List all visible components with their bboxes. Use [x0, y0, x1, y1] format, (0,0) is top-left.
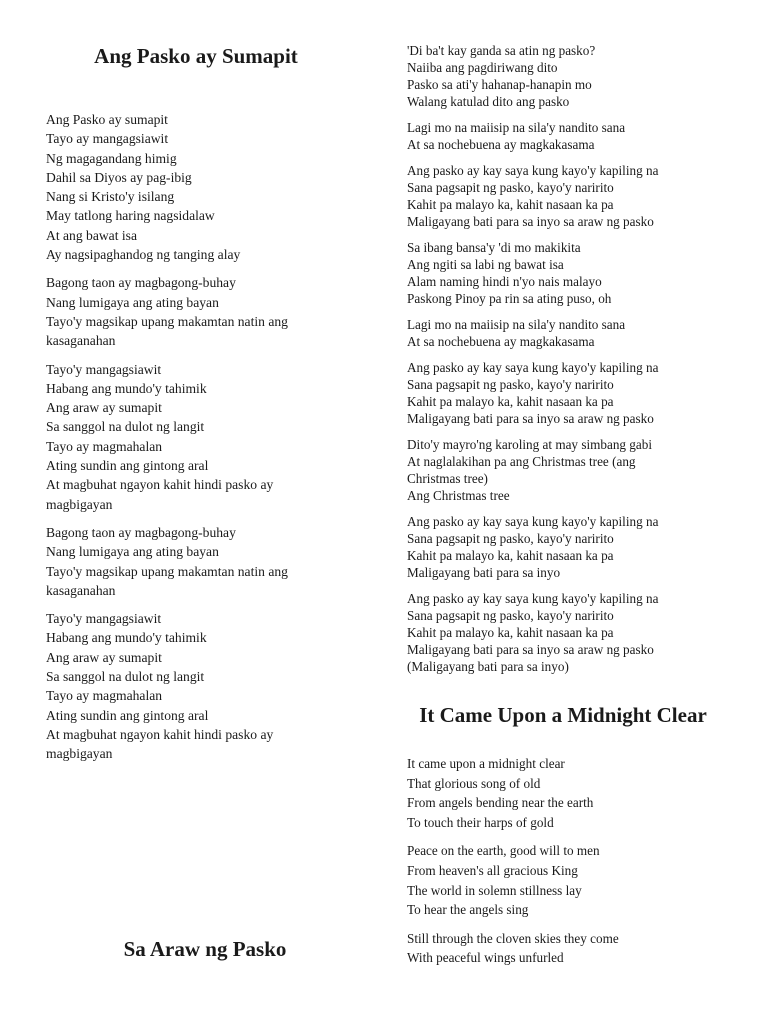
lyric-line: Sana pagsapit ng pasko, kayo'y naririto [407, 608, 614, 623]
lyric-line: Maligayang bati para sa inyo sa araw ng pasko [407, 411, 654, 426]
lyric-line: Ang araw ay sumapit [46, 400, 162, 416]
stanza [407, 436, 752, 504]
lyric-line: Tayo ay magmahalan [46, 688, 163, 704]
lyric-line: Ating sundin ang gintong aral [46, 458, 209, 474]
lyric-line: At naglalakihan pa ang Christmas tree (ang [407, 454, 636, 469]
lyric-line: kasaganahan [46, 582, 116, 598]
lyric-line: Sana pagsapit ng pasko, kayo'y naririto [407, 531, 614, 546]
stanza [407, 42, 752, 110]
lyric-line: Sa sanggol na dulot ng langit [46, 419, 205, 435]
lyric-line: Ang Pasko ay sumapit [46, 112, 168, 127]
lyric-line: Bagong taon ay magbagong-buhay [46, 275, 236, 291]
song-title-ang-pasko-ay-sumapit: Ang Pasko ay Sumapit [94, 44, 298, 68]
stanza [407, 162, 752, 230]
lyric-line: Tayo'y magsikap upang makamtan natin ang [46, 313, 288, 329]
lyric-line: Maligayang bati para sa inyo sa araw ng pasko [407, 214, 654, 229]
lyric-line: Ating sundin ang gintong aral [46, 707, 209, 723]
lyric-line: Dito'y mayro'ng karoling at may simbang gabi [407, 437, 653, 452]
lyric-line: Maligayang bati para sa inyo [407, 565, 561, 580]
lyric-line: Tayo'y mangagsiawit [46, 611, 162, 627]
lyric-line: Nang si Kristo'y isilang [46, 189, 175, 205]
lyric-line: Habang ang mundo'y tahimik [46, 380, 207, 396]
lyric-line: Naiiba ang pagdiriwang dito [407, 60, 558, 75]
stanza [407, 929, 752, 968]
stanza [407, 119, 752, 153]
lyric-line: kasaganahan [46, 333, 116, 349]
lyric-line: At sa nochebuena ay magkakasama [407, 137, 595, 152]
lyric-line: Sana pagsapit ng pasko, kayo'y naririto [407, 180, 614, 195]
lyric-line: Tayo ay magmahalan [46, 438, 163, 454]
lyric-line: May tatlong haring nagsidalaw [46, 208, 215, 224]
lyric-line: Ng magagandang himig [46, 150, 177, 166]
lyric-line: It came upon a midnight clear [407, 756, 565, 771]
lyric-line: Sa sanggol na dulot ng langit [46, 669, 205, 685]
stanza [407, 316, 752, 350]
stanza [46, 523, 346, 600]
stanza [407, 239, 752, 307]
song-title-sa-araw-ng-pasko: Sa Araw ng Pasko [123, 937, 287, 961]
stanza [46, 360, 346, 514]
lyric-line: To hear the angels sing [407, 902, 529, 918]
lyric-line: Dahil sa Diyos ay pag-ibig [46, 169, 192, 185]
lyric-line: Tayo'y mangagsiawit [46, 361, 162, 377]
lyric-line: The world in solemn stillness lay [407, 882, 582, 898]
lyric-line: At magbuhat ngayon kahit hindi pasko ay [46, 477, 274, 493]
lyric-line: (Maligayang bati para sa inyo) [407, 659, 569, 674]
lyric-line: Ang ngiti sa labi ng bawat isa [407, 257, 564, 272]
lyric-line: Lagi mo na maiisip na sila'y nandito sana [407, 317, 626, 332]
stanza [46, 110, 346, 264]
lyric-line: Ang pasko ay kay saya kung kayo'y kapiling na [407, 514, 659, 529]
lyric-line: To touch their harps of gold [407, 814, 554, 830]
lyric-line: Peace on the earth, good will to men [407, 843, 600, 859]
lyric-line: Pasko sa ati'y hahanap-hanapin mo [407, 77, 592, 92]
lyric-line: At sa nochebuena ay magkakasama [407, 334, 595, 349]
lyric-line: Tayo'y magsikap upang makamtan natin ang [46, 563, 288, 579]
lyric-line: At magbuhat ngayon kahit hindi pasko ay [46, 726, 274, 742]
song-title-it-came-upon-a-midnight-clear: It Came Upon a Midnight Clear [419, 703, 707, 727]
song-lyrics-it-came-upon-a-midnight-clear [407, 754, 752, 968]
lyric-line: With peaceful wings unfurled [407, 950, 564, 966]
lyric-line: Sa ibang bansa'y 'di mo makikita [407, 240, 581, 255]
lyric-line: Ang araw ay sumapit [46, 649, 162, 665]
lyric-line: Kahit pa malayo ka, kahit nasaan ka pa [407, 197, 614, 212]
lyric-line: At ang bawat isa [46, 227, 137, 243]
lyric-line: Ang pasko ay kay saya kung kayo'y kapiling na [407, 360, 659, 375]
lyric-line: Tayo ay mangagsiawit [46, 131, 169, 147]
lyric-line: magbigayan [46, 496, 113, 512]
stanza [46, 273, 346, 350]
stanza [407, 590, 752, 675]
lyric-line: Sana pagsapit ng pasko, kayo'y naririto [407, 377, 614, 392]
lyric-line: From heaven's all gracious King [407, 862, 578, 878]
lyric-line: Christmas tree) [407, 471, 488, 486]
stanza [407, 841, 752, 919]
stanza [407, 754, 752, 832]
stanza [407, 359, 752, 427]
lyric-line: 'Di ba't kay ganda sa atin ng pasko? [407, 43, 596, 58]
lyric-line: That glorious song of old [407, 775, 541, 791]
lyric-line: Ang Christmas tree [407, 488, 510, 503]
lyric-line: Paskong Pinoy pa rin sa ating puso, oh [407, 291, 612, 306]
lyric-line: Kahit pa malayo ka, kahit nasaan ka pa [407, 394, 614, 409]
lyric-line: From angels bending near the earth [407, 795, 594, 811]
lyric-line: Habang ang mundo'y tahimik [46, 630, 207, 646]
lyric-line: magbigayan [46, 746, 113, 762]
lyric-line: Alam naming hindi n'yo nais malayo [407, 274, 602, 289]
lyric-line: Ang pasko ay kay saya kung kayo'y kapiling na [407, 591, 659, 606]
lyric-line: Nang lumigaya ang ating bayan [46, 544, 219, 560]
lyric-line: Still through the cloven skies they come [407, 930, 619, 946]
lyric-line: Kahit pa malayo ka, kahit nasaan ka pa [407, 625, 614, 640]
lyric-line: Bagong taon ay magbagong-buhay [46, 524, 236, 540]
lyric-line: Ay nagsipaghandog ng tanging alay [46, 247, 241, 263]
lyric-line: Walang katulad dito ang pasko [407, 94, 570, 109]
lyric-line: Ang pasko ay kay saya kung kayo'y kapiling na [407, 163, 659, 178]
lyric-line: Lagi mo na maiisip na sila'y nandito sana [407, 120, 626, 135]
song-lyrics-sa-araw-ng-pasko [407, 42, 752, 675]
lyric-line: Maligayang bati para sa inyo sa araw ng pasko [407, 642, 654, 657]
stanza [407, 513, 752, 581]
lyric-line: Nang lumigaya ang ating bayan [46, 294, 219, 310]
lyric-line: Kahit pa malayo ka, kahit nasaan ka pa [407, 548, 614, 563]
song-lyrics-ang-pasko-ay-sumapit [46, 110, 346, 764]
stanza [46, 609, 346, 763]
